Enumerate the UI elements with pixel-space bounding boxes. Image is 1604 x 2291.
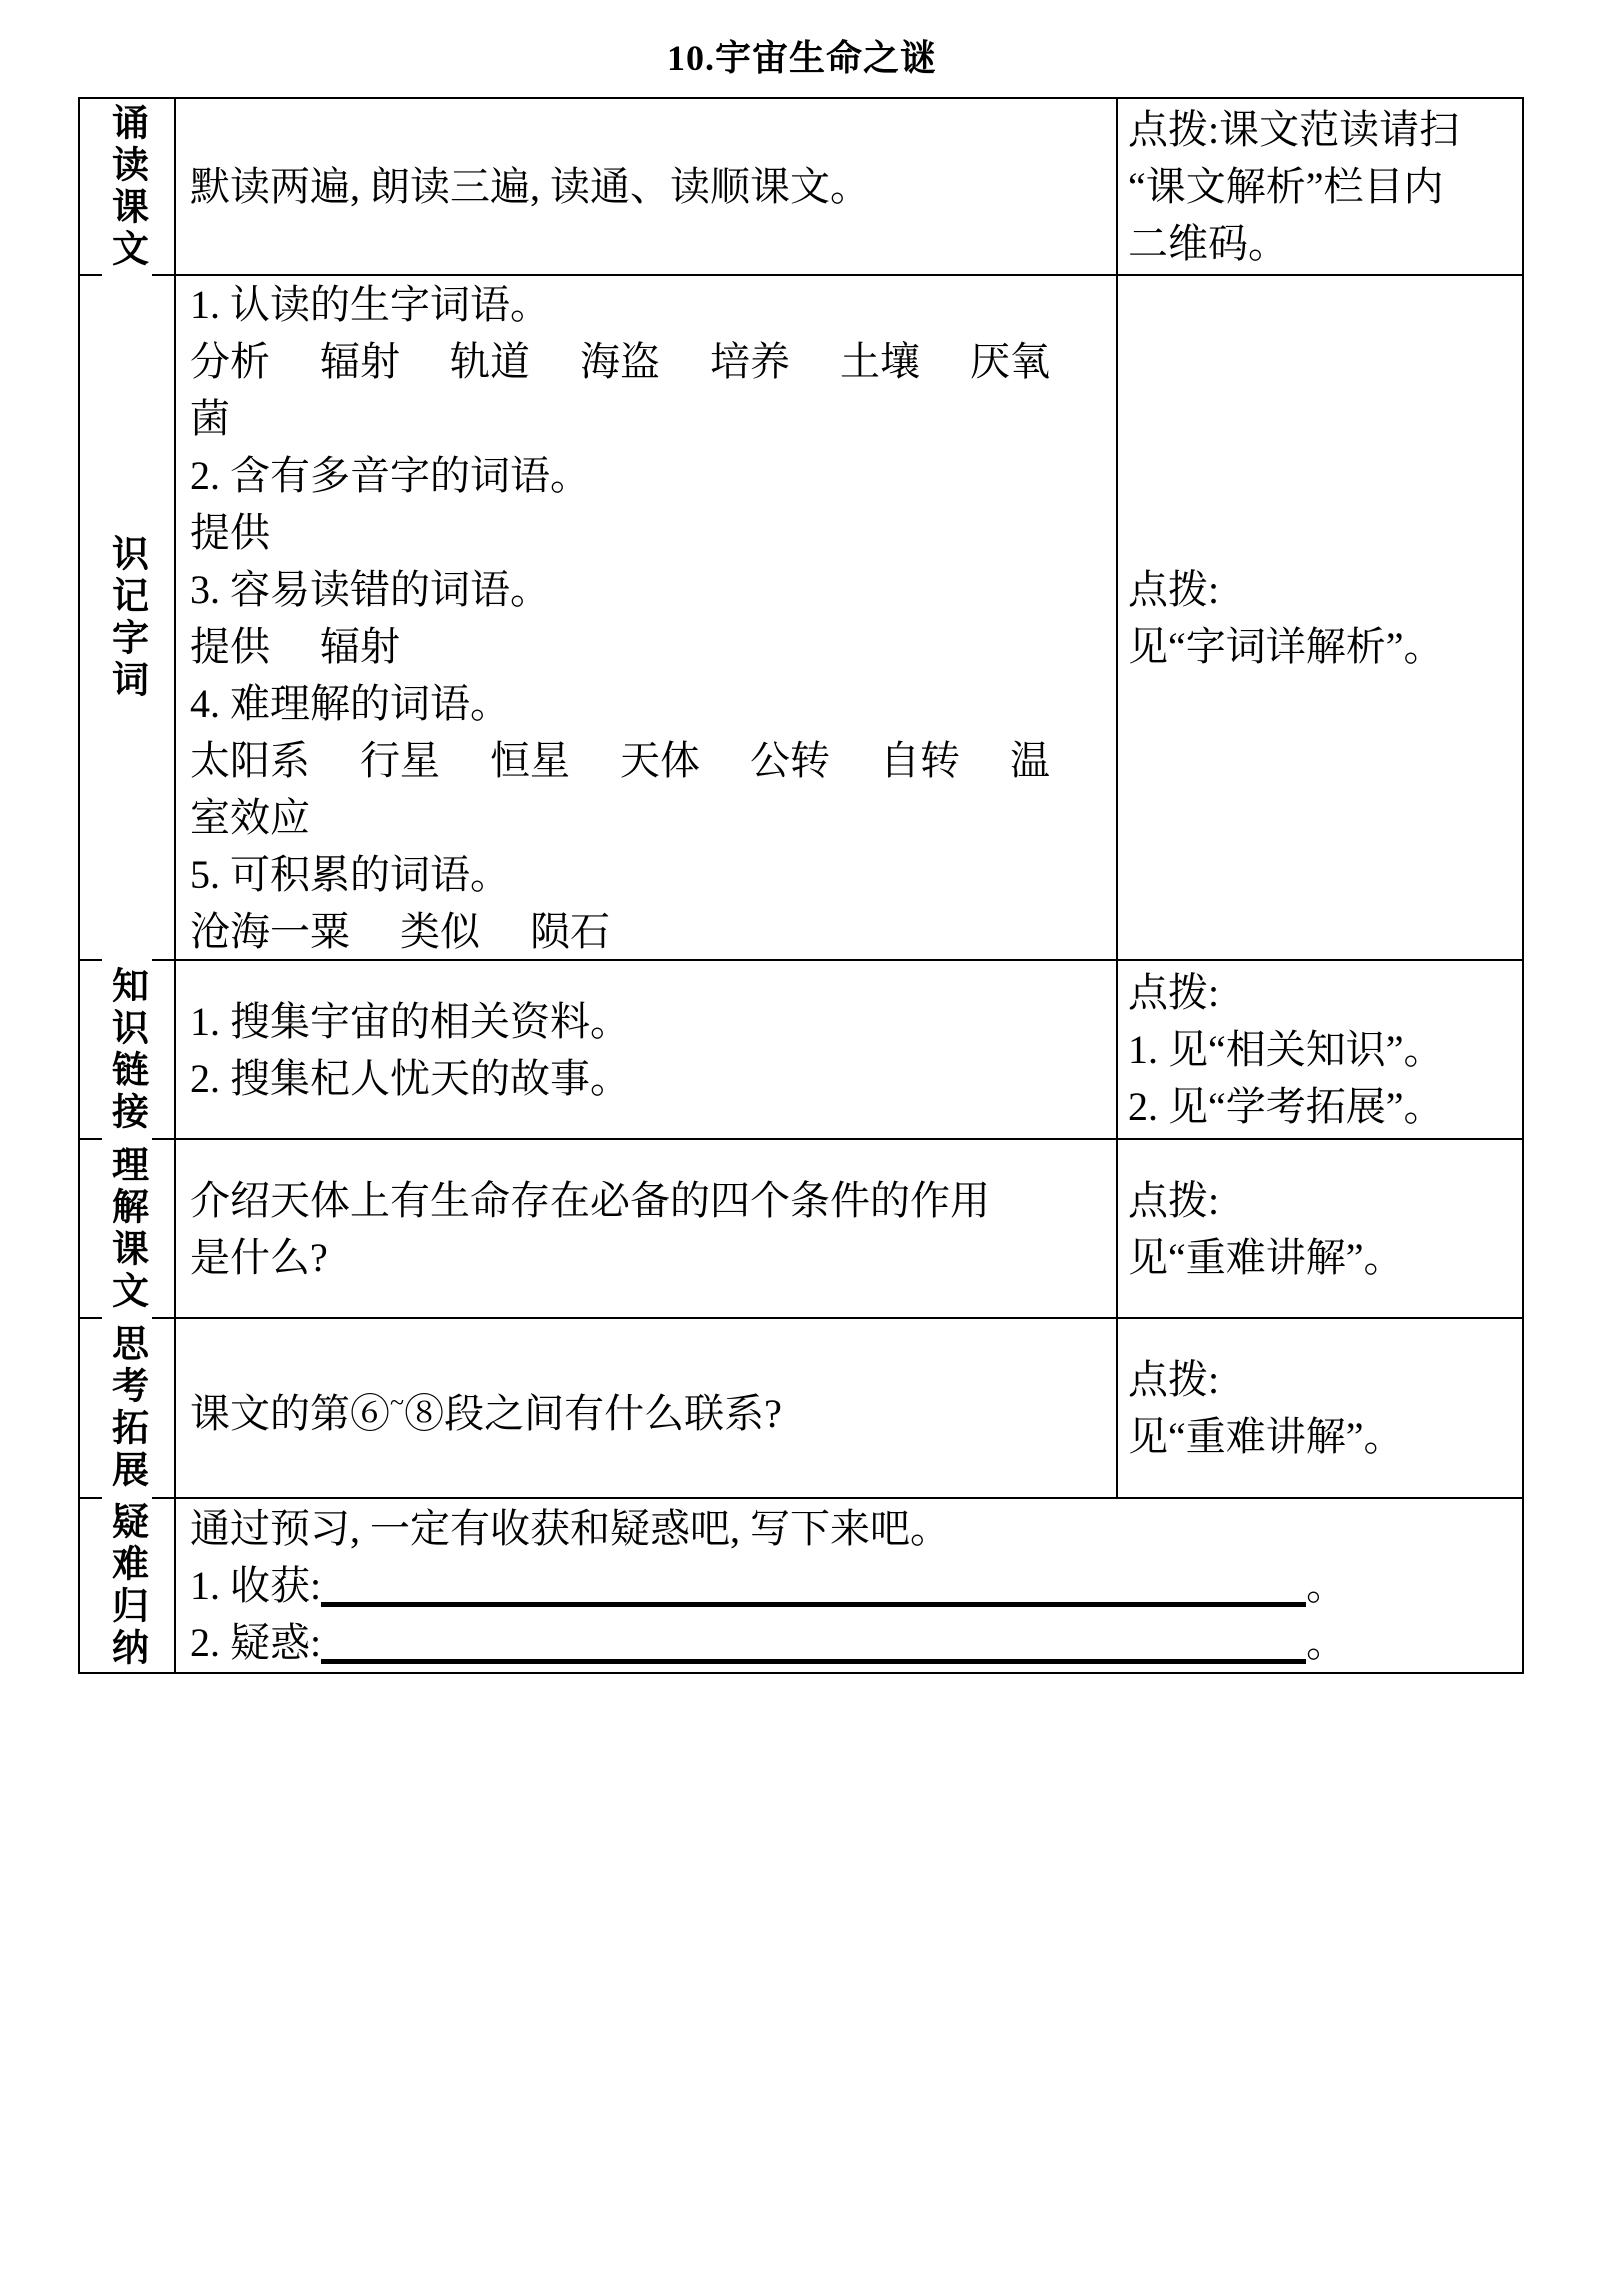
content-line: 提供	[190, 509, 270, 555]
tip-line: “课文解析”栏目内	[1128, 164, 1444, 209]
tip-line: 见“字词详解析”。	[1128, 623, 1444, 669]
row-tip	[1116, 1319, 1522, 1497]
row-label-understand-text	[80, 1140, 174, 1317]
row-tip	[1116, 961, 1522, 1138]
content-line: 沧海一粟 类似 陨石	[190, 908, 610, 954]
row-label-text: 知识链接	[106, 965, 148, 1134]
row-label-text: 思考拓展	[106, 1324, 148, 1492]
content-line: 默读两遍, 朗读三遍, 读通、读顺课文。	[190, 164, 870, 209]
content-line: 2. 搜集杞人忧天的故事。	[190, 1055, 630, 1101]
row-label-text: 诵读课文	[106, 102, 148, 271]
range-tilde: ~	[390, 1388, 405, 1417]
content-line: 4. 难理解的词语。	[190, 680, 510, 726]
row-content	[174, 1140, 1116, 1317]
tip-line: 1. 见“相关知识”。	[1128, 1027, 1444, 1072]
table-row	[80, 1497, 1522, 1672]
content-line: 分析 辐射 轨道 海盗 培养 土壤 厌氧	[190, 338, 1050, 384]
tip-line: 点拨:	[1128, 566, 1220, 612]
tip-line: 见“重难讲解”。	[1128, 1234, 1404, 1280]
tip-line: 点拨:	[1128, 1177, 1220, 1223]
content-line: 通过预习, 一定有收获和疑惑吧, 写下来吧。	[190, 1506, 950, 1551]
question-prefix: 课文的第⑥	[190, 1391, 390, 1436]
content-line	[190, 1374, 1108, 1442]
blank-underline	[321, 1563, 1306, 1607]
row-label-knowledge-links	[80, 961, 174, 1138]
blank-suffix: 。	[1306, 1620, 1347, 1665]
row-label-text: 识记字词	[106, 533, 148, 702]
content-line: 3. 容易读错的词语。	[190, 566, 550, 612]
row-content	[174, 1499, 1522, 1672]
tip-line: 点拨:课文范读请扫	[1128, 107, 1460, 152]
question-suffix: ⑧段之间有什么联系?	[404, 1391, 782, 1436]
blank-suffix: 。	[1306, 1563, 1347, 1608]
content-line: 介绍天体上有生命存在必备的四个条件的作用	[190, 1177, 990, 1223]
answer-blank-line	[190, 1614, 1514, 1671]
table-row	[80, 1138, 1522, 1317]
row-content	[174, 1319, 1116, 1497]
row-label-memorize-words	[80, 276, 174, 959]
row-label-recite-text	[80, 99, 174, 274]
content-line: 菌	[190, 395, 230, 441]
tip-line: 点拨:	[1128, 970, 1220, 1015]
content-line: 提供 辐射	[190, 623, 400, 669]
row-label-text: 疑难归纳	[106, 1501, 148, 1670]
row-tip	[1116, 276, 1522, 959]
content-line: 太阳系 行星 恒星 天体 公转 自转 温	[190, 737, 1050, 783]
blank-label: 2. 疑惑:	[190, 1620, 322, 1665]
page-title: 10.宇宙生命之谜	[666, 38, 937, 78]
row-tip	[1116, 1140, 1522, 1317]
blank-underline	[321, 1620, 1306, 1664]
table-row	[80, 99, 1522, 274]
content-line: 1. 认读的生字词语。	[190, 281, 550, 327]
tip-line: 2. 见“学考拓展”。	[1128, 1084, 1444, 1129]
content-line: 1. 搜集宇宙的相关资料。	[190, 998, 630, 1044]
row-label-difficulties-summary	[80, 1499, 174, 1672]
tip-line: 点拨:	[1128, 1357, 1220, 1402]
content-line: 5. 可积累的词语。	[190, 851, 510, 897]
content-line: 室效应	[190, 794, 310, 840]
tip-line: 见“重难讲解”。	[1128, 1414, 1404, 1459]
table-row	[80, 274, 1522, 959]
table-row	[80, 1317, 1522, 1497]
content-line: 是什么?	[190, 1234, 328, 1280]
row-content	[174, 99, 1116, 274]
answer-blank-line	[190, 1557, 1514, 1614]
study-sheet-table	[78, 97, 1524, 1674]
row-label-text: 理解课文	[106, 1144, 148, 1313]
tip-line: 二维码。	[1128, 221, 1288, 266]
row-content	[174, 276, 1116, 959]
content-line: 2. 含有多音字的词语。	[190, 452, 590, 498]
blank-label: 1. 收获:	[190, 1563, 322, 1608]
row-content	[174, 961, 1116, 1138]
row-label-think-extend	[80, 1319, 174, 1497]
row-tip	[1116, 99, 1522, 274]
table-row	[80, 959, 1522, 1138]
